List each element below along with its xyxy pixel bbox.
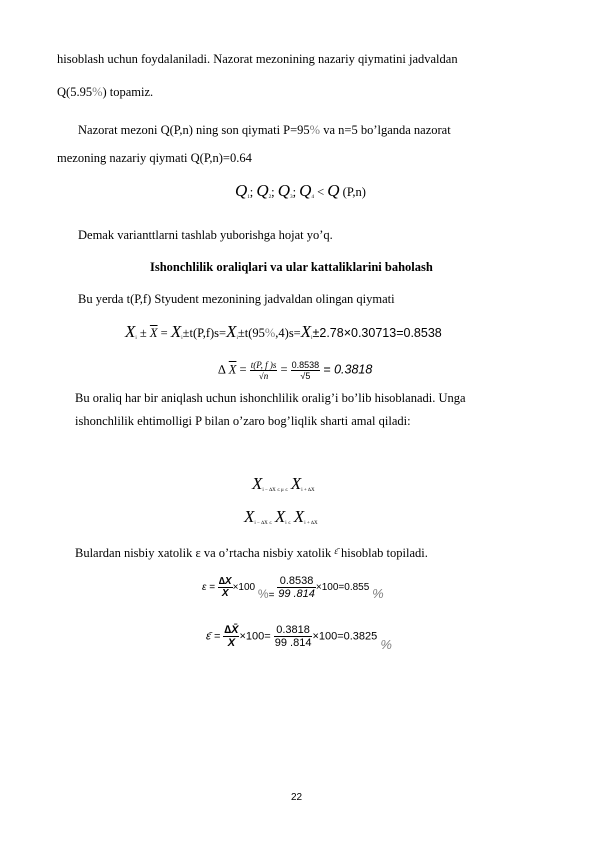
fraction-numerator: t(P, f )s xyxy=(250,360,277,370)
percent-sign: % xyxy=(257,587,269,602)
subscript: i xyxy=(236,336,238,341)
confidence-equation xyxy=(125,322,442,342)
fraction-numerator: ∆X xyxy=(218,576,232,587)
epsilon-bar-symbol: ε̄ xyxy=(334,546,338,556)
q-symbol: Q xyxy=(235,181,248,200)
x-symbol: X xyxy=(252,474,263,493)
text-fragment: ×100 xyxy=(232,582,256,594)
fraction xyxy=(291,360,321,381)
percent-sign: % xyxy=(309,123,321,137)
q-symbol: Q xyxy=(277,181,291,200)
equals: = xyxy=(268,590,275,602)
text-fragment: ±2.78×0.30713=0.8538 xyxy=(312,326,442,340)
x-symbol: X xyxy=(170,322,182,341)
epsilon-lhs: ε = xyxy=(202,582,216,594)
page-number: 22 xyxy=(291,792,303,803)
condition-formula xyxy=(244,507,318,527)
subscript: i ≤ xyxy=(285,521,291,526)
subscript: i xyxy=(181,336,183,341)
fraction-denominator: 99 .814 xyxy=(274,637,312,649)
q-symbol: Q xyxy=(327,181,340,200)
text-fragment: Bulardan nisbiy xatolik ε va o’rtacha nisbiy xatolik xyxy=(75,546,335,560)
text-fragment: ×100=0.3825 xyxy=(312,630,378,643)
separator: ; xyxy=(292,185,297,199)
fraction xyxy=(223,624,239,649)
epsilon-equation xyxy=(202,575,384,600)
equals: = xyxy=(160,326,168,340)
text-fragment: ) topamiz. xyxy=(102,85,154,99)
body-text-line xyxy=(78,123,451,138)
subscript: i + ∆X xyxy=(301,488,315,493)
separator: ; xyxy=(249,185,254,199)
subscript: i xyxy=(311,336,313,341)
text-fragment: ±t(P,f)s= xyxy=(182,326,227,340)
percent-sign: % xyxy=(92,85,103,99)
separator: ; xyxy=(271,185,275,199)
x-symbol: X xyxy=(290,474,302,493)
x-symbol: X xyxy=(274,507,286,526)
fraction-numerator: 0.3818 xyxy=(274,624,313,637)
text-fragment: Q(5.95 xyxy=(57,85,93,99)
fraction xyxy=(250,360,278,381)
body-text-line: Bu oraliq har bir aniqlash uchun ishonchlilik oralig’i bo’lib hisoblanadi. Unga xyxy=(75,391,466,405)
epsilon-bar-equation xyxy=(206,624,392,653)
fraction-denominator: X xyxy=(221,588,229,599)
percent-sign: % xyxy=(380,637,392,653)
epsilon-bar-lhs: ε̄ = xyxy=(206,630,221,643)
text-fragment: va n=5 bo’lganda nazorat xyxy=(320,123,451,137)
text-fragment: hisoblab topiladi. xyxy=(337,546,428,560)
subscript: i + ∆X xyxy=(304,521,318,526)
plus-minus: ± xyxy=(139,326,147,340)
fraction-denominator: X xyxy=(227,637,236,649)
subscript: i − ∆X ≤ xyxy=(254,521,272,526)
inequality-formula xyxy=(235,181,366,201)
percent-sign: % xyxy=(264,326,276,340)
text-fragment: Nazorat mezoni Q(P,n) ning son qiymati P=95 xyxy=(78,123,310,137)
fraction xyxy=(218,576,233,599)
body-text-line: hisoblash uchun foydalaniladi. Nazorat mezonining nazariy qiymatini jadvaldan xyxy=(57,52,458,66)
body-text-line xyxy=(57,85,153,100)
percent-sign: % xyxy=(372,586,384,602)
subscript: 1 xyxy=(247,195,250,200)
body-text-line: mezoning nazariy qiymati Q(P,n)=0.64 xyxy=(57,151,252,165)
section-heading: Ishonchlilik oraliqlari va ular kattaliklarini baholash xyxy=(150,260,433,274)
body-text-line: Demak varianttlarni tashlab yuborishga hojat yo’q. xyxy=(78,228,333,242)
subscript: 4 xyxy=(311,195,314,200)
equals: = xyxy=(280,362,288,377)
x-bar-symbol: $\overline{X}$ xyxy=(149,326,158,340)
x-symbol: X xyxy=(226,322,237,341)
q-symbol: Q xyxy=(256,181,269,200)
fraction-numerator: ∆X̄ xyxy=(224,624,239,636)
fraction-denominator: √n xyxy=(258,371,269,381)
fraction xyxy=(277,575,316,600)
equals: = xyxy=(239,362,247,377)
body-text-line xyxy=(75,546,428,561)
fraction-denominator: 99 .814 xyxy=(278,588,315,600)
condition-formula xyxy=(252,474,315,494)
body-text-line: ishonchlilik ehtimolligi P bilan o’zaro bog’liqlik sharti amal qiladi: xyxy=(75,414,411,428)
x-symbol: X xyxy=(293,507,305,526)
text-fragment: (P,n) xyxy=(342,185,366,199)
subscript: i − ∆X ≤ μ ≤ xyxy=(262,488,288,493)
x-symbol: X xyxy=(244,507,255,526)
subscript: i xyxy=(135,336,137,341)
fraction xyxy=(274,624,313,649)
x-symbol: X xyxy=(125,322,136,341)
text-fragment: ×100=0.855 xyxy=(315,582,370,594)
subscript: 2 xyxy=(268,195,272,200)
delta-x-equation xyxy=(218,360,372,381)
x-symbol: X xyxy=(300,322,312,341)
result-value: = 0.3818 xyxy=(323,362,373,377)
delta-symbol: ∆ xyxy=(218,362,226,377)
fraction-denominator: √5 xyxy=(300,371,311,381)
fraction-numerator: 0.8538 xyxy=(277,575,316,588)
text-fragment: ±t(95 xyxy=(237,326,265,340)
less-than: < xyxy=(317,185,325,199)
x-bar-symbol: $\overline{X}$ xyxy=(228,362,237,377)
q-symbol: Q xyxy=(299,181,312,200)
text-fragment: ×100= xyxy=(239,630,271,643)
body-text-line: Bu yerda t(P,f) Styudent mezonining jadvaldan olingan qiymati xyxy=(78,292,395,306)
subscript: 3 xyxy=(290,195,293,200)
text-fragment: ,4)s= xyxy=(275,326,301,340)
fraction-numerator: 0.8538 xyxy=(291,360,320,370)
